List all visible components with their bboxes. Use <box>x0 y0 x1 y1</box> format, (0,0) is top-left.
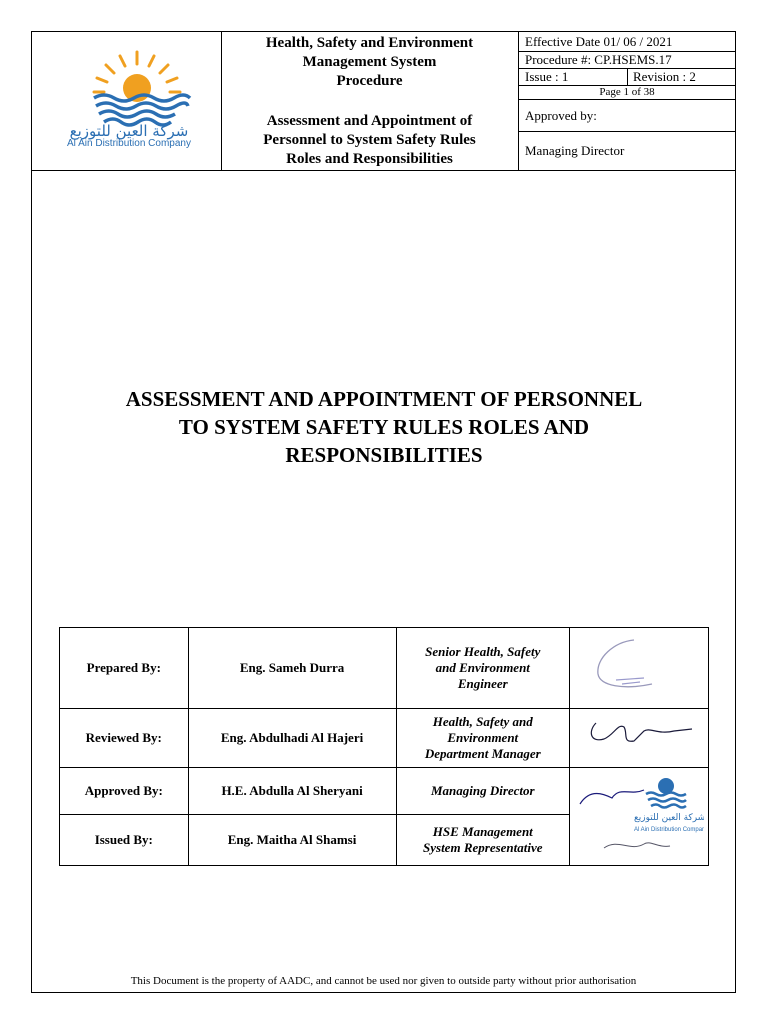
reviewer-name: Eng. Abdulhadi Al Hajeri <box>188 709 396 768</box>
signoff-table <box>59 627 709 866</box>
signature-icon <box>574 628 704 704</box>
system-title: Health, Safety and Environment Management System Procedure <box>265 35 474 89</box>
company-stamp <box>574 768 704 861</box>
document-title: ASSESSMENT AND APPOINTMENT OF PERSONNEL TO SYSTEM SAFETY RULES ROLES AND RESPONSIBILITIES <box>125 387 643 467</box>
table-row <box>60 628 709 709</box>
procedure-number: Procedure #: CP.HSEMS.17 <box>525 52 672 67</box>
revision-number: Revision : 2 <box>633 69 696 84</box>
document-title-header: Assessment and Appointment of Personnel to System Safety Rules Roles and Responsibilities <box>263 113 476 167</box>
signature-icon <box>574 709 704 763</box>
issued-by-label: Issued By: <box>60 815 189 866</box>
approver-title: Managing Director <box>525 143 625 158</box>
header-divider <box>31 170 736 171</box>
preparer-signature <box>569 628 708 709</box>
table-row <box>60 768 709 815</box>
approver-role: Managing Director <box>396 768 569 815</box>
effective-date: Effective Date 01/ 06 / 2021 <box>525 34 673 49</box>
company-name-arabic: شركة العين للتوزيع <box>69 122 189 140</box>
grid-line <box>518 131 736 132</box>
grid-line <box>627 68 628 85</box>
issuer-name: Eng. Maitha Al Shamsi <box>188 815 396 866</box>
table-row <box>60 709 709 768</box>
issue-number: Issue : 1 <box>525 69 569 84</box>
approver-name: H.E. Abdulla Al Sheryani <box>188 768 396 815</box>
preparer-role: Senior Health, Safety and Environment Engineer <box>396 628 569 709</box>
footer-disclaimer: This Document is the property of AADC, and cannot be used nor given to outside party without prior authorisation <box>130 975 637 987</box>
approver-signature-stamp <box>569 768 708 866</box>
issuer-role: HSE Management System Representative <box>396 815 569 866</box>
prepared-by-label: Prepared By: <box>60 628 189 709</box>
grid-line <box>518 99 736 100</box>
stamp-arabic-text: شركة العين للتوزيع <box>633 813 704 823</box>
page-number: Page 1 of 38 <box>599 86 655 98</box>
preparer-name: Eng. Sameh Durra <box>188 628 396 709</box>
approved-by-row-label: Approved By: <box>60 768 189 815</box>
company-name-english: Al Ain Distribution Company <box>67 138 191 149</box>
reviewer-role: Health, Safety and Environment Department Manager <box>396 709 569 768</box>
approved-by-label: Approved by: <box>525 108 597 123</box>
reviewer-signature <box>569 709 708 768</box>
stamp-english-text: Al Ain Distribution Company <box>633 827 704 833</box>
reviewed-by-label: Reviewed By: <box>60 709 189 768</box>
